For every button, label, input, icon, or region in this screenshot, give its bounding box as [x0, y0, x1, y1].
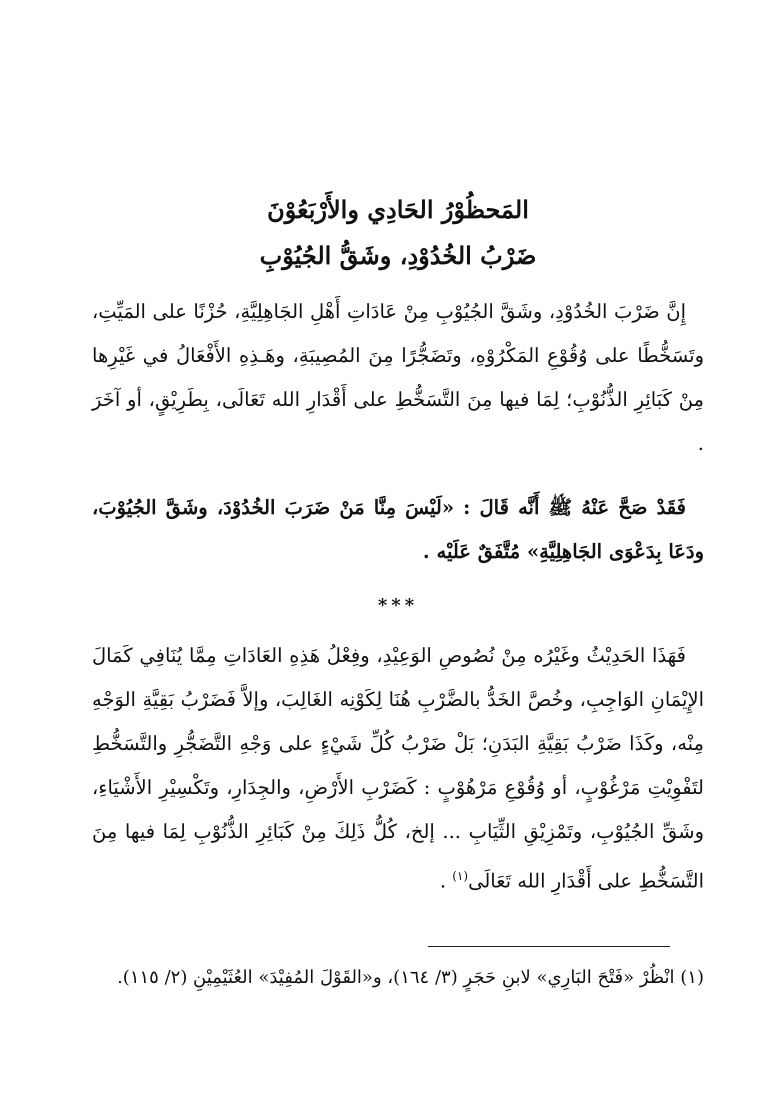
paragraph-explanation-end: . [439, 869, 453, 893]
footnote-text: (١) انْظُرْ «فَتْحَ البَارِي» لابنِ حَجَرٍ (٣/ ١٦٤)، و«القَوْلَ المُفِيْدَ» العُثَيْمِيْنِ (٢/ ١١٥). [117, 967, 704, 988]
chapter-subtitle: ضَرْبُ الخُدُوْدِ، وشَقُّ الجُيُوْبِ [259, 241, 537, 270]
footnote-divider [428, 946, 670, 947]
section-separator: *** [377, 595, 419, 616]
footnote-reference: (١) [452, 869, 469, 883]
paragraph-hadith: فَقَدْ صَحَّ عَنْهُ ﷺ أَنَّه قَالَ : «لَيْسَ مِنَّا مَنْ ضَرَبَ الخُدُوْدَ، وشَقَّ الجُيُوْبَ، ودَعَا بِدَعْوَى الجَاهِلِيَّةِ» مُتَّفَقٌ عَلَيْه . [92, 496, 704, 563]
paragraph-explanation-text: فَهَذَا الحَدِيْثُ وغَيْرُه مِنْ نُصُوصِ الوَعِيْدِ، وفِعْلُ هَذِهِ العَادَاتِ مِمَّا يُنَافِي كَمَالَ الإِيْمَانِ الوَاجِبِ، وخُصَّ الخَدُّ بالضَّرْبِ هُنَا لِكَوْنِه الغَالِبَ، وإلاَّ فَضَرْبُ بَقِيَّةِ الوَجْهِ مِنْه، وكَذَا ضَرْبُ بَقِيَّةِ البَدَنِ؛ بَلْ ضَرْبُ كُلِّ شَيْءٍ على وَجْهِ التَّضَجُّرِ والتَّسَخُّطِ لتَفْوِيْتِ مَرْغُوْبٍ، أو وُقُوْعِ مَرْهُوْبٍ : كَضَرْبِ الأَرْضِ، والجِدَارِ، وتَكْسِيْرِ الأَشْيَاءِ، وشَقِّ الجُيُوْبِ، وتَمْزِيْقِ الثِّيَابِ ... إلخ، كُلُّ ذَلِكَ مِنْ كَبَائِرِ الذُّنُوْبِ لِمَا فيها مِنَ التَّسَخُّطِ على أَقْدَارِ الله تَعَالَى [92, 644, 704, 893]
page-body [92, 190, 704, 904]
paragraph-intro: إِنَّ ضَرْبَ الخُدُوْدِ، وشَقَّ الجُيُوْبِ مِنْ عَادَاتِ أَهْلِ الجَاهِلِيَّةِ، حُزْنًا على المَيِّتِ، وتَسَخُّطًا على وُقُوْعِ المَكْرُوْهِ، وتَضَجُّرًا مِنَ المُصِيبَةِ، وهَـذِهِ الأَفْعَالُ في غَيْرِها مِنْ كَبَائِرِ الذُّنُوْبِ؛ لِمَا فيها مِنَ التَّسَخُّطِ على أَقْدَارِ الله تَعَالَى، بِطَرِيْقٍ، أو آخَرَ . [92, 300, 704, 455]
paragraph-explanation [92, 634, 704, 904]
chapter-title: المَحظُوْرُ الحَادِي والأَرْبَعُوْنَ [267, 195, 529, 224]
